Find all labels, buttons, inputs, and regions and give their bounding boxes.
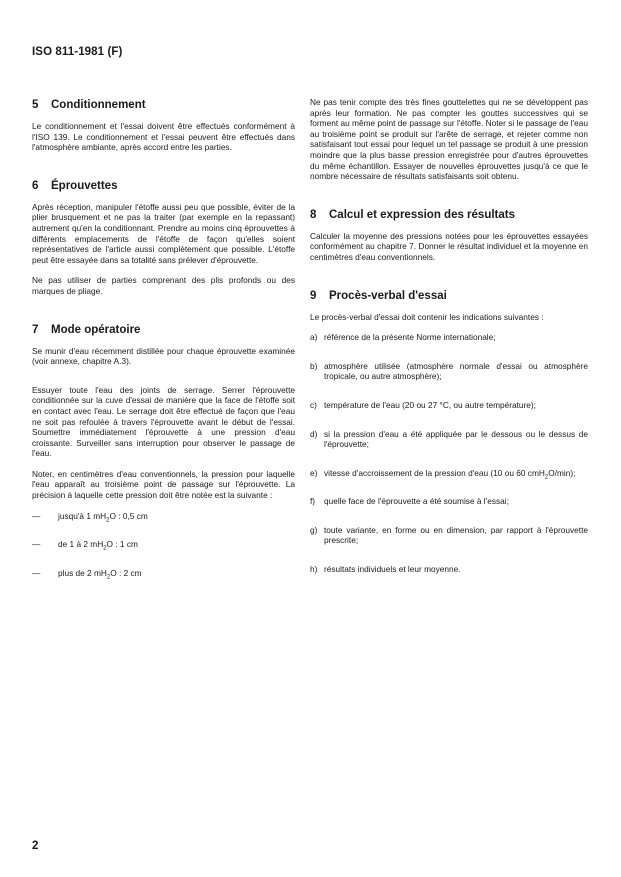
- report-item-d: d) si la pression d'eau a été appliquée par le dessous ou le dessus de l'éprouvette;: [310, 428, 588, 450]
- precision-item: [32, 511, 295, 522]
- section-9-paragraph: Le procès-verbal d'essai doit contenir les indications suivantes :: [310, 311, 544, 322]
- section-6-paragraph-1: Après réception, manipuler l'étoffe aussi peu que possible, éviter de la plier brusquement et ne pas la traiter (par exemple en la repassant) autrement qu'en la conditionnant. Prendre au moins cinq éprouvettes à différents emplacements de l'étoffe de façon qu'elles soient représentatives de l'article aussi complètement que possible. L'étoffe peut être essayée dans sa totalité sans prélever d'éprouvette.: [32, 201, 295, 265]
- section-7-heading: [32, 323, 295, 337]
- section-8-title: Calcul et expression des résultats: [329, 208, 515, 221]
- section-7-paragraph-1: Se munir d'eau récemment distillée pour chaque éprouvette examinée (voir annexe, chapitre A.3).: [32, 345, 295, 367]
- report-item-c: c) température de l'eau (20 ou 27 °C, ou autre température);: [310, 399, 536, 410]
- report-item-a: a) référence de la présente Norme internationale;: [310, 332, 496, 343]
- section-6-heading: [32, 179, 295, 193]
- section-9-number: 9: [310, 289, 317, 302]
- section-5-heading: [32, 98, 295, 112]
- dash-bullet: —: [32, 539, 41, 550]
- report-item-f: f) quelle face de l'éprouvette a été soumise à l'essai;: [310, 496, 509, 507]
- left-column: [32, 98, 295, 581]
- precision-item: [32, 539, 295, 550]
- section-5: [32, 98, 295, 153]
- section-7-number: 7: [32, 323, 39, 336]
- report-item-b: b) atmosphère utilisée (atmosphère normale d'essai ou atmosphère tropicale, ou autre atmosphère);: [310, 360, 588, 382]
- report-item-e: e) vitesse d'accroissement de la pression d'eau (10 ou 60 cmH$_2$O/min);: [310, 467, 576, 481]
- precision-item-text: plus de 2 $mH_2O$ : 2 cm: [58, 567, 142, 581]
- section-6-paragraph-2: Ne pas utiliser de parties comprenant des plis profonds ou des marques de pliage.: [32, 275, 295, 296]
- section-7-paragraph-3: Noter, en centimètres d'eau conventionnels, la pression pour laquelle l'eau apparaît au troisième point de passage sur l'éprouvette. La précision à laquelle cette pression doit être notée est la suivante :: [32, 468, 295, 501]
- section-8-number: 8: [310, 208, 317, 221]
- section-8-heading: [310, 208, 588, 222]
- section-8: [310, 208, 588, 263]
- right-column: [310, 97, 588, 575]
- precision-item-text: de 1 à 2 $mH_2O$ : 1 cm: [58, 539, 138, 552]
- section-6-number: 6: [32, 179, 39, 192]
- section-7-continuation: Ne pas tenir compte des très fines gouttelettes qui ne se développent pas après leur formation. Ne pas compter les gouttes successives qui se forment au même point de passage sur l'étoffe. Noter si le passage de l'eau au troisième point se produit sur l'arête de serrage, et rejeter comme non satisfaisant tout essai pour lequel un tel passage se produit à une pression moindre que la plus basse pression enregistrée pour d'autres éprouvettes du même échantillon. Essayer de nouvelles éprouvettes jusqu'à ce que le nombre nécessaire de résultats satisfaisants soit obtenu.: [310, 97, 588, 182]
- section-9-heading: [310, 289, 588, 303]
- section-9-title: Procès-verbal d'essai: [329, 289, 447, 302]
- page-number: 2: [32, 840, 39, 852]
- section-7-title: Mode opératoire: [51, 323, 141, 336]
- section-7: [32, 323, 295, 579]
- section-5-title: Conditionnement: [51, 99, 146, 111]
- report-item-g: g) toute variante, en forme ou en dimension, par rapport à l'éprouvette prescrite;: [310, 524, 588, 546]
- dash-bullet: —: [32, 510, 41, 521]
- section-8-paragraph: Calculer la moyenne des pressions notées pour les éprouvettes essayées conformément au chapitre 7. Donner le résultat individuel et la moyenne en centimètres d'eau conventionnels.: [310, 230, 588, 262]
- section-7-paragraph-2: Essuyer toute l'eau des joints de serrage. Serrer l'éprouvette conditionnée sur la cuve d'essai de manière que la face de l'étoffe soit en contact avec l'eau. Le serrage doit être effectué de façon que l'eau ne soit pas refoulée à travers l'éprouvette avant le début de l'essai. Soumettre immédiatement l'éprouvette à une pression d'eau croissante. Surveiller sans interruption pour observer le passage de l'eau.: [32, 384, 295, 459]
- dash-bullet: —: [32, 567, 41, 578]
- section-6: [32, 179, 295, 297]
- precision-item: [32, 568, 295, 579]
- precision-item-text: jusqu'à 1 $mH_2O$ : 0,5 cm: [58, 510, 148, 524]
- section-9: [310, 289, 588, 575]
- section-6-title: Éprouvettes: [51, 179, 118, 192]
- report-item-h: h) résultats individuels et leur moyenne.: [310, 564, 461, 575]
- document-header: ISO 811-1981 (F): [32, 46, 123, 58]
- section-5-paragraph: Le conditionnement et l'essai doivent être effectués conformément à l'ISO 139. Le conditionnement et l'essai peuvent être effectués dans l'atmosphère ambiante, après accord entre les parties.: [32, 121, 295, 153]
- section-5-number: 5: [32, 99, 39, 111]
